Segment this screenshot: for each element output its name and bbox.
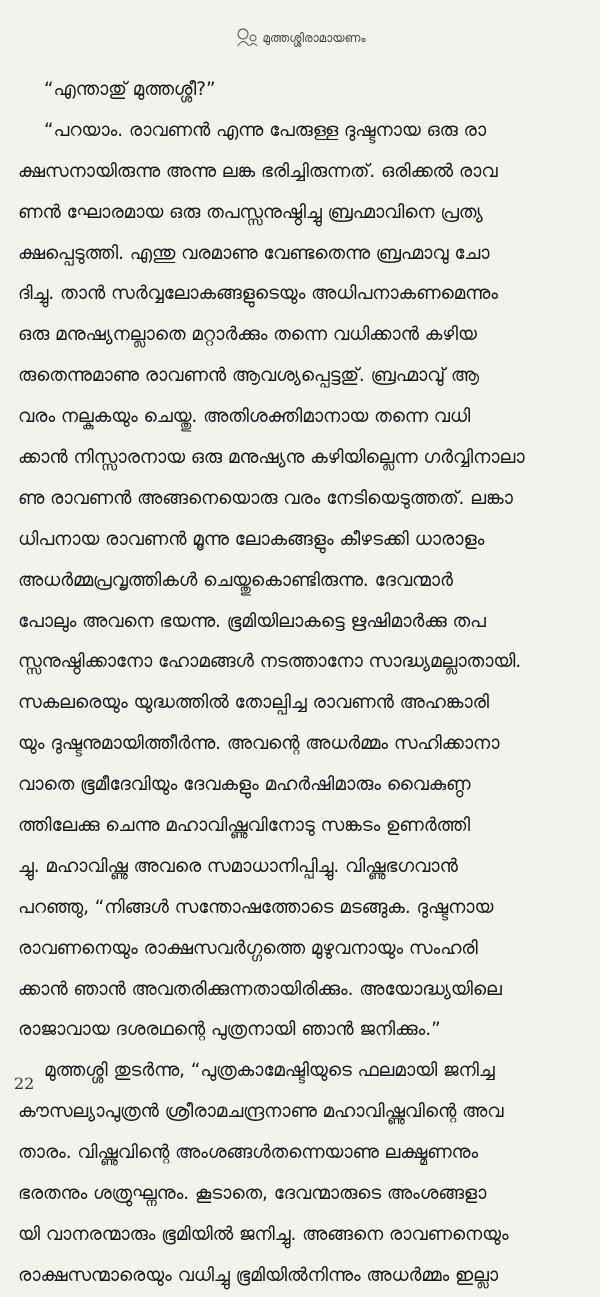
text-line: അധർമ്മപ്രവൃത്തികൾ ചെയ്തുകൊണ്ടിരുന്നു. ദേവന്മാർ [18, 569, 453, 591]
text-line: പറഞ്ഞു, “നിങ്ങൾ സന്തോഷത്തോടെ മടങ്ങുക. ദുഷ്ടനായ [18, 896, 494, 918]
text-line: ണു രാവണൻ അങ്ങനെയൊരു വരം നേടിയെടുത്തത്. ലങ്കാ [18, 487, 513, 509]
text-line: രാവണനെയും രാക്ഷസവർഗ്ഗത്തെ മുഴുവനായും സംഹരി [18, 937, 478, 959]
text-line: “പറയാം. രാവണൻ എന്നു പേരുള്ള ദുഷ്ടനായ ഒരു രാ [44, 119, 487, 141]
text-line: യി വാനരന്മാരും ഭൂമിയിൽ ജനിച്ചു. അങ്ങനെ രാവണനെയും [18, 1223, 509, 1245]
text-line: വരം നല്കുകയും ചെയ്തു. അതിശക്തിമാനായ തന്നെ വധി [18, 406, 471, 428]
text-line: ണൻ ഘോരമായ ഒരു തപസ്സനുഷ്ഠിച്ചു ബ്രഹ്മാവിനെ പ്രത്യ [18, 201, 483, 223]
text-line: ക്ഷസനായിരുന്നു അന്നു ലങ്ക ഭരിച്ചിരുന്നത്. ഒരിക്കൽ രാവ [18, 160, 498, 182]
text-line: കൗസല്യാപുത്രൻ ശ്രീരാമചന്ദ്രനാണു മഹാവിഷ്ണുവിന്റെ അവ [18, 1101, 504, 1123]
text-line: ക്ഷപ്പെടുത്തി. എന്തു വരമാണു വേണ്ടതെന്നു ബ്രഹ്മാവു ചോ [18, 242, 490, 264]
text-line: ദിച്ചു. താൻ സർവ്വലോകങ്ങളുടെയും അധിപനാകണമെന്നും [18, 283, 498, 305]
text-line: രാക്ഷസന്മാരെയും വധിച്ചു ഭൂമിയിൽനിന്നും അധർമ്മം ഇല്ലാ [18, 1264, 499, 1286]
text-line: താരം. വിഷ്ണുവിന്റെ അംശങ്ങൾതന്നെയാണു ലക്ഷ്മണനും [18, 1142, 479, 1164]
text-line: സകലരെയും യുദ്ധത്തിൽ തോല്പിച്ച രാവണൻ അഹങ്കാരി [18, 692, 490, 714]
grandmother-logo-icon [235, 26, 261, 51]
text-line: ഒരു മനുഷ്യനല്ലാതെ മറ്റാർക്കും തന്നെ വധിക്കാൻ കഴിയ [18, 324, 477, 346]
text-line: ച്ചു. മഹാവിഷ്ണു അവരെ സമാധാനിപ്പിച്ചു. വിഷ്ണുഭഗവാൻ [18, 855, 458, 877]
page-number: 22 [14, 1074, 35, 1093]
text-line: ക്കാൻ ഞാൻ അവതരിക്കുന്നതായിരിക്കും. അയോദ്ധ്യയിലെ [18, 978, 502, 1000]
text-line: പോലും അവനെ ഭയന്നു. ഭൂമിയിലാകട്ടെ ഋഷിമാർക്കു തപ [18, 610, 486, 632]
text-line: ക്കാൻ നിസ്സാരനായ ഒരു മനുഷ്യനു കഴിയില്ലെന്ന ഗർവ്വിനാലാ [18, 447, 525, 469]
header-title: മുത്തശ്ശിരാമായണം [262, 31, 366, 45]
text-line: സ്സനുഷ്ഠിക്കാനോ ഹോമങ്ങൾ നടത്താനോ സാദ്ധ്യമല്ലാതായി. [18, 651, 522, 673]
text-line: വാതെ ഭൂമീദേവിയും ദേവകളും മഹർഷിമാരും വൈകുണ്ഠ [18, 774, 471, 796]
text-line: രാജാവായ ദശരഥന്റെ പുത്രനായി ഞാൻ ജനിക്കും.” [18, 1019, 441, 1041]
body-text [18, 70, 582, 1297]
text-line: രുതെന്നുമാണു രാവണൻ ആവശ്യപ്പെട്ടതു്. ബ്രഹ്മാവു് ആ [18, 365, 479, 387]
text-line: “എന്താതു് മുത്തശ്ശീ?” [44, 79, 216, 100]
text-line: യും ദുഷ്ടനുമായിത്തീർന്നു. അവന്റെ അധർമ്മം സഹിക്കാനാ [18, 733, 500, 755]
text-line: മുത്തശ്ശി തുടർന്നു, “പുത്രകാമേഷ്ടിയുടെ ഫലമായി ജനിച്ച [44, 1060, 495, 1082]
running-header [0, 26, 600, 51]
text-line: ഭരതനും ശത്രുഘ്നനും. കൂടാതെ, ദേവന്മാരുടെ അംശങ്ങളാ [18, 1183, 487, 1205]
text-line: ത്തിലേക്കു ചെന്നു മഹാവിഷ്ണുവിനോടു സങ്കടം ഉണർത്തി [18, 815, 471, 837]
text-line: ധിപനായ രാവണൻ മൂന്നു ലോകങ്ങളും കീഴടക്കി ധാരാളം [18, 528, 485, 550]
